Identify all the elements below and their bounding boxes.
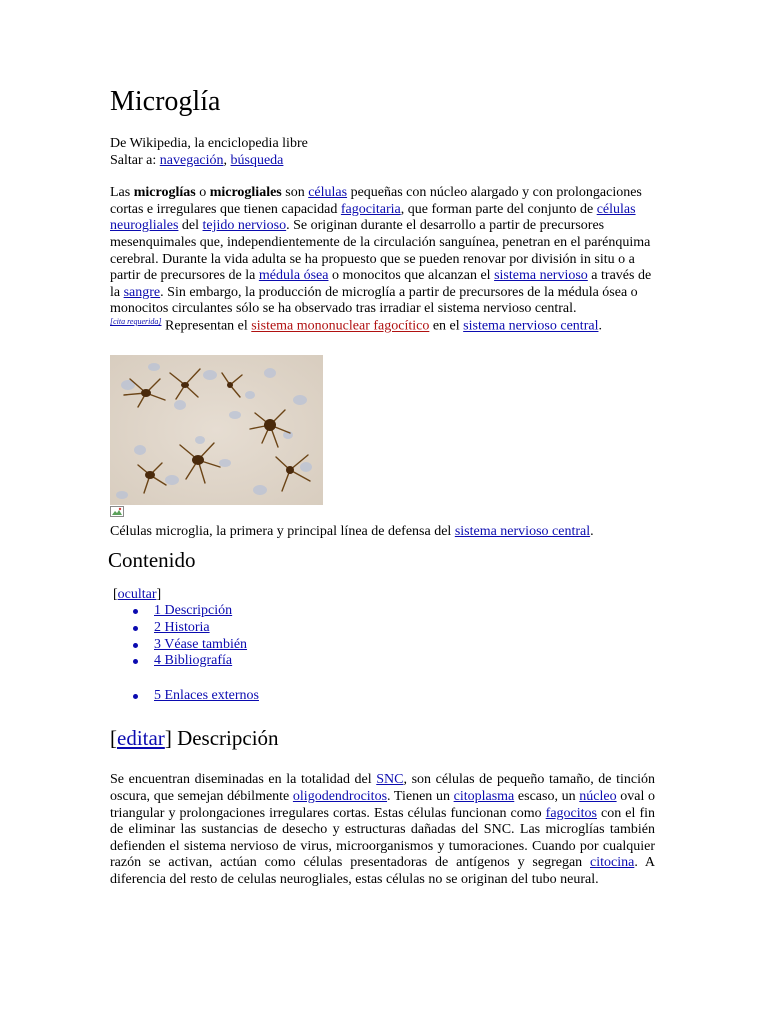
link-fagocitaria[interactable]: fagocitaria bbox=[340, 201, 401, 217]
toc-link-bibliografia[interactable]: 4 Bibliografía bbox=[154, 653, 233, 669]
micrograph-image bbox=[110, 355, 323, 505]
toc-link-enlaces-externos[interactable]: 5 Enlaces externos bbox=[154, 687, 259, 703]
toc-item bbox=[113, 620, 655, 637]
link-fagocitos[interactable]: fagocitos bbox=[545, 805, 597, 821]
article-subtitle bbox=[110, 136, 655, 169]
link-snc[interactable]: SNC bbox=[376, 772, 404, 788]
article bbox=[110, 84, 655, 889]
section-heading-descripcion: [editar] Descripción bbox=[110, 726, 279, 751]
broken-image-icon bbox=[110, 506, 124, 517]
link-sistema-nervioso[interactable]: sistema nervioso bbox=[494, 268, 588, 284]
description-paragraph: Se encuentran diseminadas en la totalidad del SNC, son células de pequeño tamaño, de tinción oscura, que semejan débilmente oligodendrocitos. Tienen un citoplasma escaso, un núcleo oval o triangular y prolongaciones irregulares cortas. Estas células funcionan como fagocitos con el fin de eliminar las sustancias de desecho y estructuras dañadas del SNC. Las microglías también defienden el sistema nervioso de virus, microorganismos y tumoraciones. Cuando por cualquier razón se activan, actúan como células presentadoras de antígenos y segregan citocina. A diferencia del resto de celulas neurogliales, estas células no se originan del tubo neural. bbox=[110, 772, 656, 887]
caption-link-snc[interactable]: sistema nervioso central bbox=[454, 524, 591, 540]
navigation-link[interactable]: navegación bbox=[159, 152, 224, 168]
link-medula-osea[interactable]: médula ósea bbox=[258, 268, 329, 284]
link-nucleo[interactable]: núcleo bbox=[579, 788, 617, 804]
toc-list bbox=[113, 603, 655, 704]
microglia-micrograph[interactable] bbox=[110, 355, 323, 505]
edit-section-link[interactable]: editar bbox=[117, 726, 165, 751]
link-oligodendrocitos[interactable]: oligodendrocitos bbox=[292, 788, 388, 804]
figure-caption: Células microglia, la primera y principal línea de defensa del sistema nervioso central. bbox=[110, 524, 594, 540]
link-citocina[interactable]: citocina bbox=[590, 855, 635, 871]
page-title: Microglía bbox=[110, 86, 221, 117]
link-sangre[interactable]: sangre bbox=[123, 284, 161, 300]
toc-item bbox=[113, 603, 655, 620]
toc-link-descripcion[interactable]: 1 Descripción bbox=[154, 603, 233, 619]
link-tejido-nervioso[interactable]: tejido nervioso bbox=[202, 218, 287, 234]
source-line: De Wikipedia, la enciclopedia libre bbox=[110, 136, 308, 151]
link-sistema-mononuclear-fagocitico[interactable]: sistema mononuclear fagocítico bbox=[251, 318, 430, 334]
toc-item bbox=[113, 688, 655, 705]
link-citoplasma[interactable]: citoplasma bbox=[453, 788, 515, 804]
bullet-icon bbox=[133, 643, 138, 648]
toc-heading: Contenido bbox=[108, 547, 196, 572]
bullet-icon bbox=[133, 609, 138, 614]
bullet-icon bbox=[133, 659, 138, 664]
toc-hide-link[interactable]: ocultar bbox=[117, 586, 157, 602]
bullet-icon bbox=[133, 694, 138, 699]
link-celulas-neurogliales[interactable]: células neurogliales bbox=[110, 201, 636, 234]
table-of-contents bbox=[113, 587, 655, 705]
citation-needed-link[interactable]: [cita requerida] bbox=[110, 316, 162, 326]
toc-link-vease-tambien[interactable]: 3 Véase también bbox=[154, 636, 248, 652]
toc-item bbox=[113, 653, 655, 670]
toc-item bbox=[113, 637, 655, 654]
intro-paragraph: Las microglías o microgliales son células pequeñas con núcleo alargado y con prolongaciones cortas e irregulares que tienen capacidad fagocitaria, que forman parte del conjunto de células neurogliales del tejido nervioso. Se originan durante el desarrollo a partir de precursores mesenquimales que, independientemente de la circulación sanguínea, penetran en el parénquima cerebral. Durante la vida adulta se ha propuesto que se pueden renovar por división in situ o a partir de precursores de la médula ósea o monocitos que alcanzan el sistema nervioso a través de la sangre. Sin embargo, la producción de microglía a partir de precursores de la médula ósea o monocitos circulantes sólo se ha observado tras irradiar el sistema nervioso central. [cita requerida] Representan el sistema mononuclear fagocítico en el sistema nervioso central. bbox=[110, 185, 652, 334]
search-link[interactable]: búsqueda bbox=[230, 152, 284, 168]
link-sistema-nervioso-central[interactable]: sistema nervioso central bbox=[463, 318, 599, 334]
jump-links: Saltar a: navegación, búsqueda bbox=[110, 152, 284, 168]
link-celulas[interactable]: células bbox=[308, 185, 348, 201]
bullet-icon bbox=[133, 626, 138, 631]
toc-toggle: [ocultar] bbox=[113, 586, 162, 602]
toc-link-historia[interactable]: 2 Historia bbox=[154, 619, 210, 635]
